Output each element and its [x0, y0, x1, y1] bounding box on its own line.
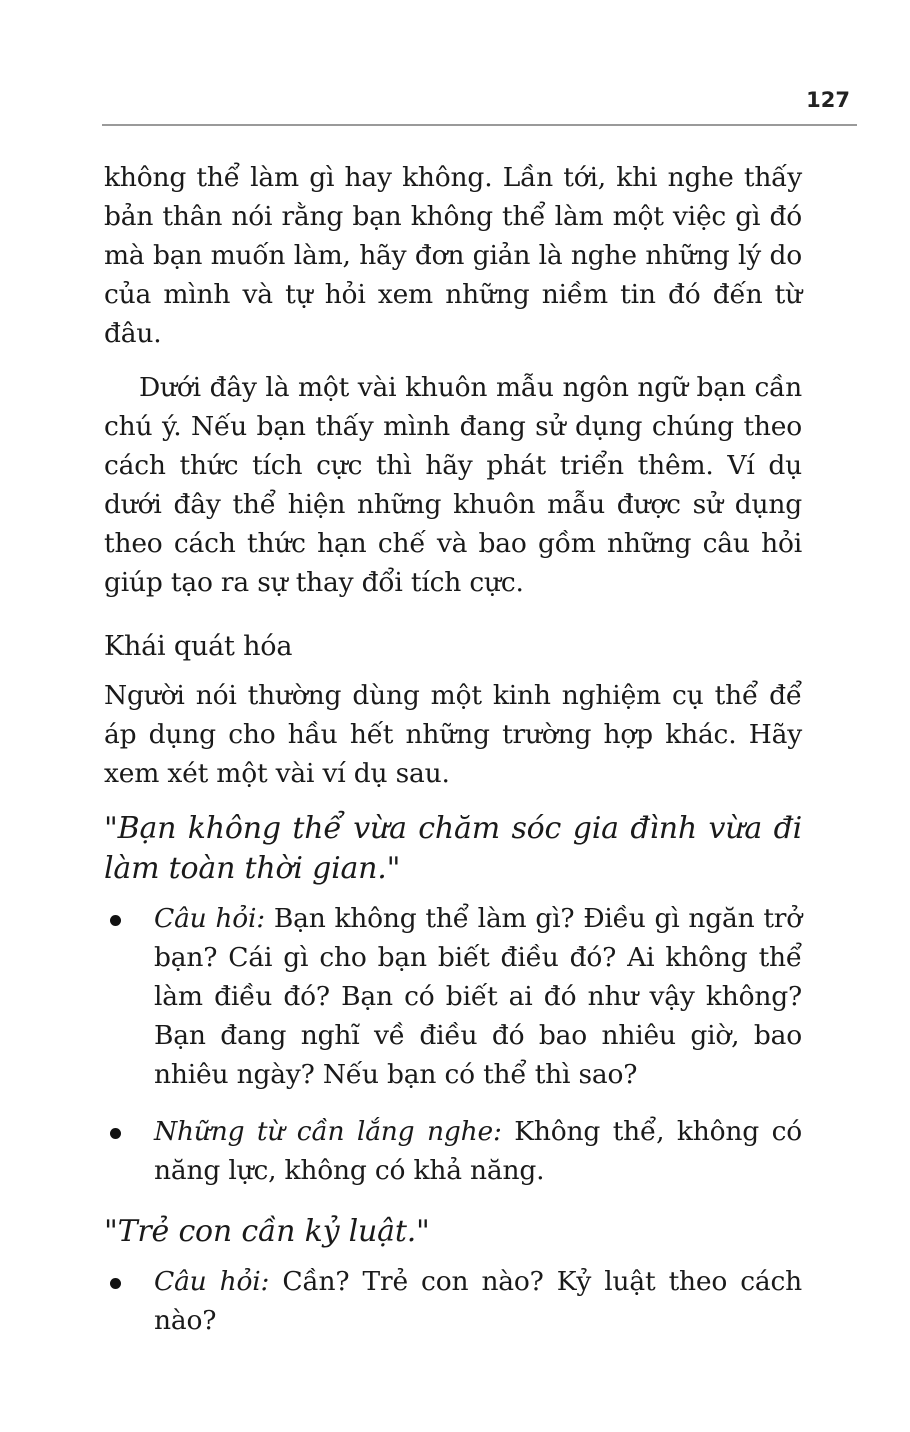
section-heading: Khái quát hóa: [104, 631, 293, 662]
example-quote: "Bạn không thể vừa chăm sóc gia đình vừa đi làm toàn thời gian.": [104, 811, 802, 886]
header-rule: [102, 124, 857, 126]
bullet-icon: [110, 1278, 121, 1289]
example-quote: "Trẻ con cần kỷ luật.": [104, 1214, 430, 1249]
page-content: [104, 158, 802, 1340]
body-paragraph: Dưới đây là một vài khuôn mẫu ngôn ngữ bạn cần chú ý. Nếu bạn thấy mình đang sử dụng chúng theo cách thức tích cực thì hãy phát triển thêm. Ví dụ dưới đây thể hiện những khuôn mẫu được sử dụng theo cách thức hạn chế và bao gồm những câu hỏi giúp tạo ra sự thay đổi tích cực.: [104, 372, 802, 598]
bullet-text: Cần? Trẻ con nào? Kỷ luật theo cách nào?: [154, 1266, 802, 1336]
list-item: [104, 899, 802, 1094]
example-bullet-list: [104, 1262, 802, 1340]
bullet-label: Những từ cần lắng nghe:: [154, 1116, 502, 1147]
bullet-label: Câu hỏi:: [154, 903, 266, 934]
example-bullet-list: [104, 899, 802, 1190]
page-number: 127: [806, 88, 850, 112]
list-item: [104, 1262, 802, 1340]
body-paragraph: không thể làm gì hay không. Lần tới, khi nghe thấy bản thân nói rằng bạn không thể làm một việc gì đó mà bạn muốn làm, hãy đơn giản là nghe những lý do của mình và tự hỏi xem những niềm tin đó đến từ đâu.: [104, 162, 802, 349]
list-item: [104, 1112, 802, 1190]
body-paragraph: Người nói thường dùng một kinh nghiệm cụ thể để áp dụng cho hầu hết những trường hợp khác. Hãy xem xét một vài ví dụ sau.: [104, 680, 802, 789]
bullet-label: Câu hỏi:: [154, 1266, 270, 1297]
bullet-icon: [110, 1128, 121, 1139]
bullet-text: Không thể, không có năng lực, không có khả năng.: [154, 1116, 802, 1186]
bullet-icon: [110, 915, 121, 926]
bullet-text: Bạn không thể làm gì? Điều gì ngăn trở bạn? Cái gì cho bạn biết điều đó? Ai không thể làm điều đó? Bạn có biết ai đó như vậy không? Bạn đang nghĩ về điều đó bao nhiêu giờ, bao nhiêu ngày? Nếu bạn có thể thì sao?: [154, 903, 802, 1090]
